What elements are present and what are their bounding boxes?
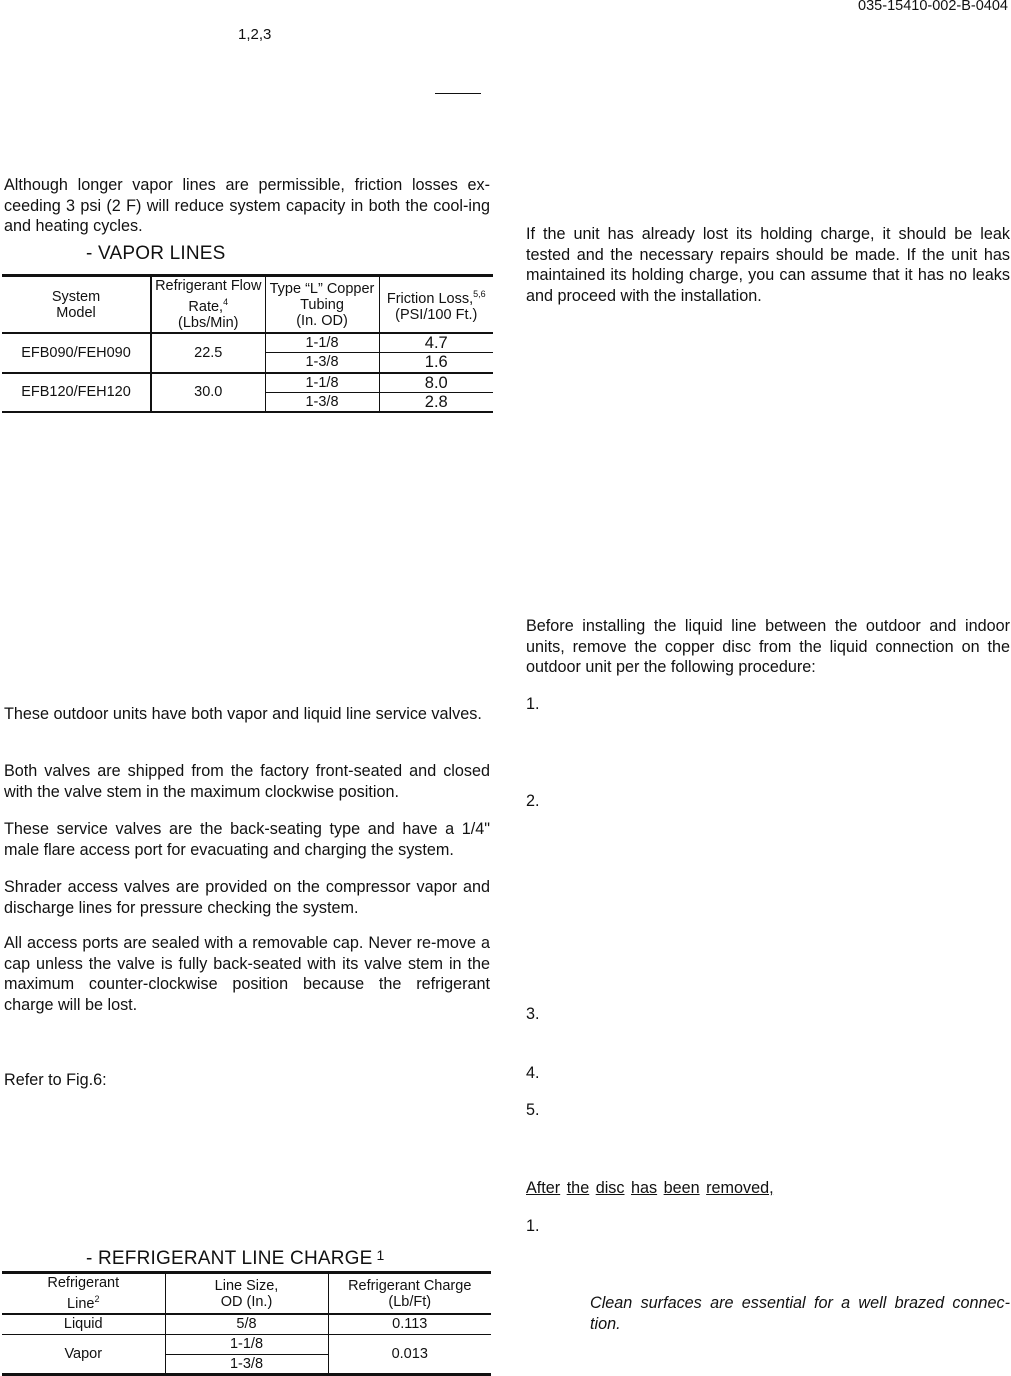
size-cell: 1-1/8: [165, 1334, 328, 1354]
header-refrigerant-line: Refrigerant Line$^2$: [2, 1273, 165, 1315]
loss-cell: 4.7: [379, 333, 493, 353]
flow-cell: 22.5: [151, 333, 265, 373]
superscript-note: 1,2,3: [238, 26, 272, 43]
table-row: [2, 373, 493, 393]
header-tubing: Type “L” Copper Tubing (In. OD): [265, 276, 379, 334]
step-number: 3.: [526, 1005, 540, 1023]
step-number: 5.: [526, 1101, 540, 1119]
short-rule: [435, 93, 481, 94]
refer-fig-text: Refer to Fig.6:: [4, 1071, 107, 1089]
loss-cell: 2.8: [424, 393, 448, 411]
charge-cell: 0.013: [391, 1345, 428, 1362]
size-cell: 1-3/8: [165, 1354, 328, 1374]
vapor-lines-table: [2, 274, 493, 413]
model-cell: EFB120/FEH120: [2, 373, 151, 413]
tube-cell: 1-1/8: [265, 333, 379, 353]
table-row: [2, 1334, 491, 1354]
step-number: 1.: [526, 695, 540, 713]
line-cell: Vapor: [2, 1334, 165, 1374]
tube-cell: 1-3/8: [265, 353, 379, 373]
vapor-intro-paragraph: Although longer vapor lines are permissible, friction losses ex-ceeding 3 psi (2 F) will reduce system capacity in both the cool-ing and heating cycles.: [4, 176, 490, 235]
tube-cell: 1-3/8: [265, 393, 379, 413]
loss-cell: 1.6: [379, 353, 493, 373]
refrigerant-charge-table: [2, 1271, 491, 1376]
flow-cell: 30.0: [151, 373, 265, 413]
vapor-lines-table-title: - VAPOR LINES: [86, 243, 226, 264]
service-valves-paragraph: These outdoor units have both vapor and liquid line service valves.: [4, 705, 482, 723]
holding-charge-paragraph: If the unit has already lost its holding charge, it should be leak tested and the necessary repairs should be made. If the unit has maintained its holding charge, you can assume that it has no leaks and proceed with the installation.: [526, 225, 1010, 305]
header-line-size: Line Size, OD (In.): [165, 1273, 328, 1315]
model-cell: EFB090/FEH090: [2, 333, 151, 373]
after-disc-heading: After the disc has been removed,: [526, 1179, 774, 1197]
liquid-line-intro-paragraph: Before installing the liquid line between the outdoor and indoor units, remove the copper disc from the liquid connection on the outdoor unit per the following procedure:: [526, 617, 1010, 676]
clean-surfaces-note: Clean surfaces are essential for a well brazed connec-tion.: [590, 1294, 1010, 1333]
table-row: [2, 1314, 491, 1334]
table-row: [2, 333, 493, 353]
step-number: 2.: [526, 792, 540, 810]
header-system-model: System Model: [2, 276, 151, 334]
charge-cell: 0.113: [328, 1314, 491, 1334]
step-number: 4.: [526, 1064, 540, 1082]
header-refrigerant-charge: Refrigerant Charge (Lb/Ft): [328, 1273, 491, 1315]
charge-table-title: - REFRIGERANT LINE CHARGE $^1$: [86, 1247, 385, 1269]
access-ports-paragraph: All access ports are sealed with a removable cap. Never re-move a cap unless the valve is fully back-seated with its valve stem in the maximum counter-clockwise position because the refrigerant charge will be lost.: [4, 934, 490, 1014]
size-cell: 5/8: [165, 1314, 328, 1334]
header-flow-rate: Refrigerant Flow Rate,$^4$ (Lbs/Min): [151, 276, 265, 334]
header-friction-loss: Friction Loss,$^{5,6}$ (PSI/100 Ft.): [386, 289, 486, 323]
loss-cell: 8.0: [379, 373, 493, 393]
front-seated-paragraph: Both valves are shipped from the factory front-seated and closed with the valve stem in the maximum clockwise position.: [4, 762, 490, 801]
line-cell: Liquid: [2, 1314, 165, 1334]
shrader-paragraph: Shrader access valves are provided on the compressor vapor and discharge lines for pressure checking the system.: [4, 878, 490, 917]
step-number: 1.: [526, 1217, 540, 1235]
tube-cell: 1-1/8: [265, 373, 379, 393]
back-seating-paragraph: These service valves are the back-seating type and have a 1/4" male flare access port for evacuating and charging the system.: [4, 820, 490, 859]
document-code: 035-15410-002-B-0404: [858, 0, 1008, 14]
